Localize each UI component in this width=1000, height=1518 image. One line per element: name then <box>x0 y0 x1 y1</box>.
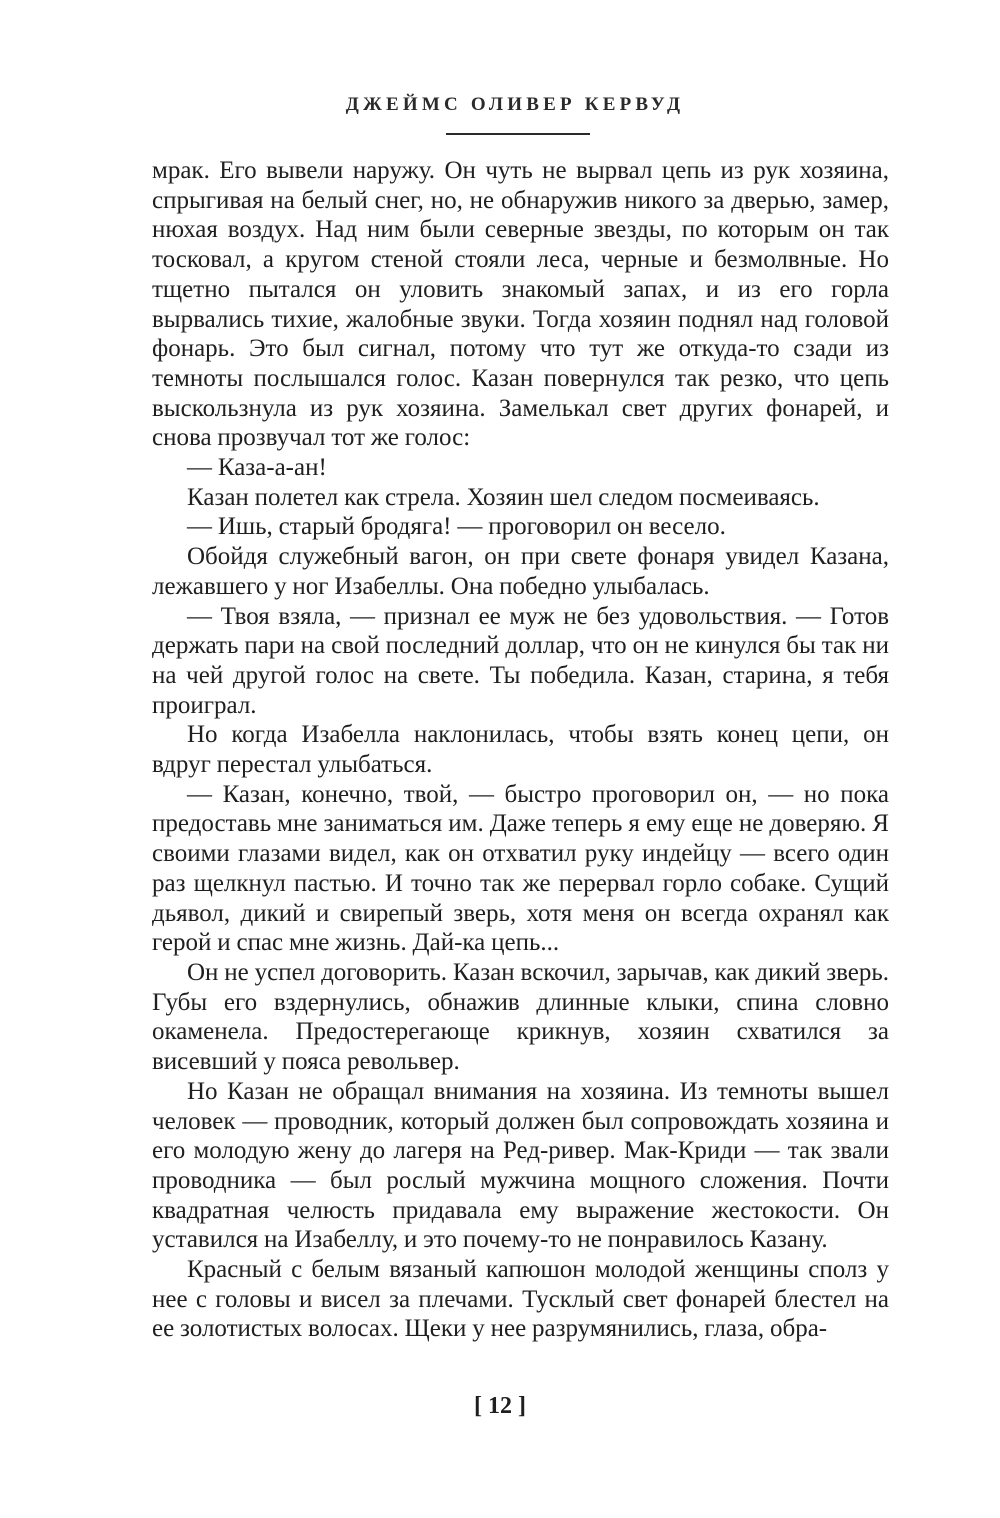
paragraph: Обойдя служебный вагон, он при свете фонаря увидел Казана, лежавшего у ног Изабеллы. Она победно улыбалась. <box>152 543 889 600</box>
page-number: [ 12 ] <box>474 1393 526 1419</box>
paragraph: Казан полетел как стрела. Хозяин шел следом посмеиваясь. <box>187 483 820 511</box>
paragraph: — Казан, конечно, твой, — быстро проговорил он, — но пока предоставь мне заниматься им. Даже теперь я ему еще не доверяю. Я своими глазами видел, как он отхватил руку индейцу — всего один раз щелкнул пастью. И точно так же перервал горло собаке. Сущий дьявол, дикий и свирепый зверь, хотя меня он всегда охранял как герой и спас мне жизнь. Дай-ка цепь... <box>152 780 889 957</box>
paragraph: Красный с белым вязаный капюшон молодой женщины сполз у нее с головы и висел за плечами. Тусклый свет фонарей блестел на ее золотистых волосах. Щеки у нее разрумянились, глаза, обра- <box>152 1256 889 1343</box>
header-rule <box>446 133 590 135</box>
paragraph: — Каза-а-ан! <box>187 454 327 482</box>
running-head <box>0 94 1000 116</box>
paragraph: Он не успел договорить. Казан вскочил, зарычав, как дикий зверь. Губы его вздернулись, обнажив длинные клыки, спина словно окаменела. Предостерегающе крикнув, хозяин схватился за висевший у пояса револьвер. <box>152 958 889 1076</box>
body-text <box>152 156 889 1344</box>
paragraph: мрак. Его вывели наружу. Он чуть не вырвал цепь из рук хозяина, спрыгивая на белый снег, но, не обнаружив никого за дверью, замер, нюхая воздух. Над ним были северные звезды, по которым он так тосковал, а кругом стеной стояли леса, черные и безмолвные. Но тщетно пытался он уловить знакомый запах, и из его горла вырвались тихие, жалобные звуки. Тогда хозяин поднял над головой фонарь. Это был сигнал, потому что тут же откуда-то сзади из темноты послышался голос. Казан повернулся так резко, что цепь выскользнула из рук хозяина. Замелькал свет других фонарей, и снова прозвучал тот же голос: <box>152 157 889 452</box>
paragraph: Но когда Изабелла наклонилась, чтобы взять конец цепи, он вдруг перестал улыбаться. <box>152 721 889 779</box>
author-name: ДЖЕЙМС ОЛИВЕР КЕРВУД <box>345 94 685 115</box>
paragraph: — Ишь, старый бродяга! — проговорил он весело. <box>187 513 726 541</box>
paragraph: — Твоя взяла, — признал ее муж не без удовольствия. — Готов держать пари на свой последний доллар, что он не кинулся бы так ни на чей другой голос на свете. Ты победила. Казан, старина, я тебя проиграл. <box>152 602 889 719</box>
paragraph: Но Казан не обращал внимания на хозяина. Из темноты вышел человек — проводник, который должен был сопровождать хозяина и его молодую жену до лагеря на Ред-ривер. Мак-Криди — так звали проводника — был рослый мужчина мощного сложения. Почти квадратная челюсть придавала ему выражение жестокости. Он уставился на Изабеллу, и это почему-то не понравилось Казану. <box>152 1077 889 1254</box>
